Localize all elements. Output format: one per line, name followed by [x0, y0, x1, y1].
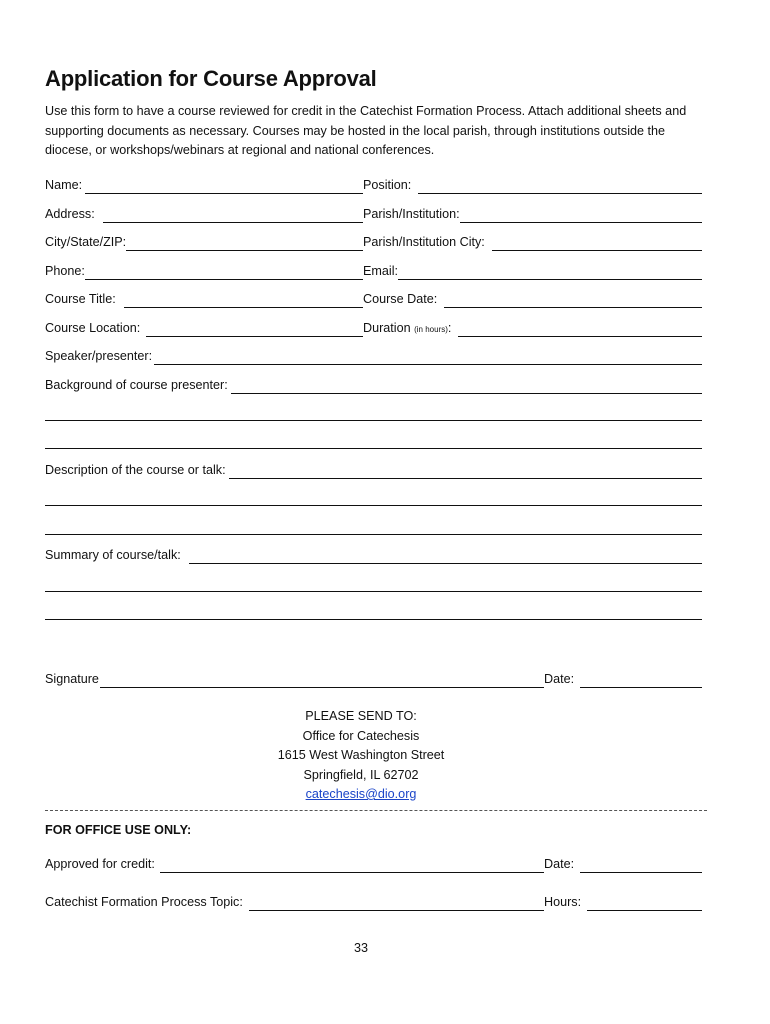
- name-label: Name:: [45, 178, 83, 192]
- signature-field[interactable]: [45, 670, 544, 688]
- summary-field[interactable]: [45, 546, 702, 564]
- send-to-heading: PLEASE SEND TO:: [305, 709, 417, 723]
- parish-field[interactable]: [363, 205, 702, 223]
- topic-label: Catechist Formation Process Topic:: [45, 895, 243, 909]
- row-summary: [45, 546, 702, 564]
- topic-field[interactable]: [45, 893, 544, 911]
- parish-city-field[interactable]: [363, 233, 702, 251]
- course-title-field[interactable]: [45, 290, 363, 308]
- phone-line[interactable]: [85, 263, 363, 280]
- send-to-office: Office for Catechesis: [302, 728, 420, 743]
- approved-date-label: Date:: [544, 857, 575, 871]
- summary-line[interactable]: [189, 547, 702, 564]
- hours-label: Hours:: [544, 895, 582, 909]
- approved-date-field[interactable]: [544, 855, 702, 873]
- send-to-street: 1615 West Washington Street: [277, 748, 445, 762]
- background-line-3[interactable]: [45, 448, 702, 449]
- course-title-label: Course Title:: [45, 292, 116, 306]
- course-location-field[interactable]: [45, 319, 363, 337]
- description-line-3[interactable]: [45, 534, 702, 535]
- row-address-parish: [45, 205, 702, 223]
- approved-date-line[interactable]: [580, 856, 702, 873]
- send-to-email-link[interactable]: catechesis@dio.org: [305, 787, 417, 801]
- address-field[interactable]: [45, 205, 363, 223]
- duration-field[interactable]: [363, 319, 702, 337]
- approved-line[interactable]: [160, 856, 544, 873]
- topic-line[interactable]: [249, 894, 544, 911]
- speaker-field[interactable]: [45, 347, 702, 365]
- course-date-field[interactable]: [363, 290, 702, 308]
- row-topic: [45, 893, 702, 911]
- course-date-line[interactable]: [444, 291, 702, 308]
- row-signature: [45, 670, 702, 688]
- city-field[interactable]: [45, 233, 363, 251]
- city-label: City/State/ZIP:: [45, 235, 127, 249]
- speaker-label: Speaker/presenter:: [45, 349, 153, 363]
- course-location-line[interactable]: [146, 320, 363, 337]
- parish-line[interactable]: [460, 206, 702, 223]
- parish-city-label: Parish/Institution City:: [363, 235, 485, 249]
- position-label: Position:: [363, 178, 412, 192]
- course-location-label: Course Location:: [45, 321, 141, 335]
- office-use-heading: FOR OFFICE USE ONLY:: [45, 823, 192, 837]
- city-line[interactable]: [126, 234, 363, 251]
- send-to-city: Springfield, IL 62702: [303, 767, 419, 782]
- name-field[interactable]: [45, 176, 363, 194]
- form-title: Application for Course Approval: [45, 66, 377, 91]
- description-line-2[interactable]: [45, 505, 702, 506]
- page-number: 33: [353, 941, 368, 955]
- course-title-line[interactable]: [124, 291, 363, 308]
- row-description: [45, 461, 702, 479]
- position-field[interactable]: [363, 176, 702, 194]
- signature-date-line[interactable]: [580, 671, 702, 688]
- description-line[interactable]: [229, 462, 702, 479]
- background-label: Background of course presenter:: [45, 378, 228, 392]
- background-line[interactable]: [231, 377, 702, 394]
- hours-field[interactable]: [544, 893, 702, 911]
- name-line[interactable]: [85, 177, 363, 194]
- row-approved: [45, 855, 702, 873]
- duration-note: (in hours): [414, 325, 448, 334]
- signature-date-field[interactable]: [544, 670, 702, 688]
- signature-label: Signature: [45, 672, 99, 686]
- parish-city-line[interactable]: [492, 234, 702, 251]
- email-line[interactable]: [398, 263, 702, 280]
- description-field[interactable]: [45, 461, 702, 479]
- parish-label: Parish/Institution:: [363, 207, 460, 221]
- phone-field[interactable]: [45, 262, 363, 280]
- position-line[interactable]: [418, 177, 702, 194]
- send-to-block: [0, 707, 722, 805]
- course-date-label: Course Date:: [363, 292, 438, 306]
- approved-label: Approved for credit:: [45, 857, 155, 871]
- duration-label: Duration: [363, 321, 411, 335]
- summary-label: Summary of course/talk:: [45, 548, 181, 562]
- background-line-2[interactable]: [45, 420, 702, 421]
- row-city-parish-city: [45, 233, 702, 251]
- description-label: Description of the course or talk:: [45, 463, 226, 477]
- row-location-duration: [45, 319, 702, 337]
- phone-label: Phone:: [45, 264, 85, 278]
- speaker-line[interactable]: [154, 348, 702, 365]
- row-background: [45, 376, 702, 394]
- duration-colon: :: [447, 321, 452, 335]
- row-name-position: [45, 176, 702, 194]
- hours-line[interactable]: [587, 894, 702, 911]
- form-intro: Use this form to have a course reviewed for credit in the Catechist Formation Process. Attach additional sheets and supporting documents as necessary. Courses may be hosted in the local parish, through institutions outside the diocese, or workshops/webinars at regional and national conferences.: [45, 104, 687, 157]
- summary-line-2[interactable]: [45, 591, 702, 592]
- background-field[interactable]: [45, 376, 702, 394]
- cut-line-divider: [45, 810, 707, 811]
- signature-line[interactable]: [100, 671, 544, 688]
- duration-label-group: [363, 321, 451, 337]
- address-line[interactable]: [103, 206, 363, 223]
- address-label: Address:: [45, 207, 95, 221]
- row-phone-email: [45, 262, 702, 280]
- email-field[interactable]: [363, 262, 702, 280]
- approved-field[interactable]: [45, 855, 544, 873]
- summary-line-3[interactable]: [45, 619, 702, 620]
- signature-date-label: Date:: [544, 672, 575, 686]
- row-speaker: [45, 347, 702, 365]
- duration-line[interactable]: [458, 320, 702, 337]
- email-label: Email:: [363, 264, 398, 278]
- row-course-title-date: [45, 290, 702, 308]
